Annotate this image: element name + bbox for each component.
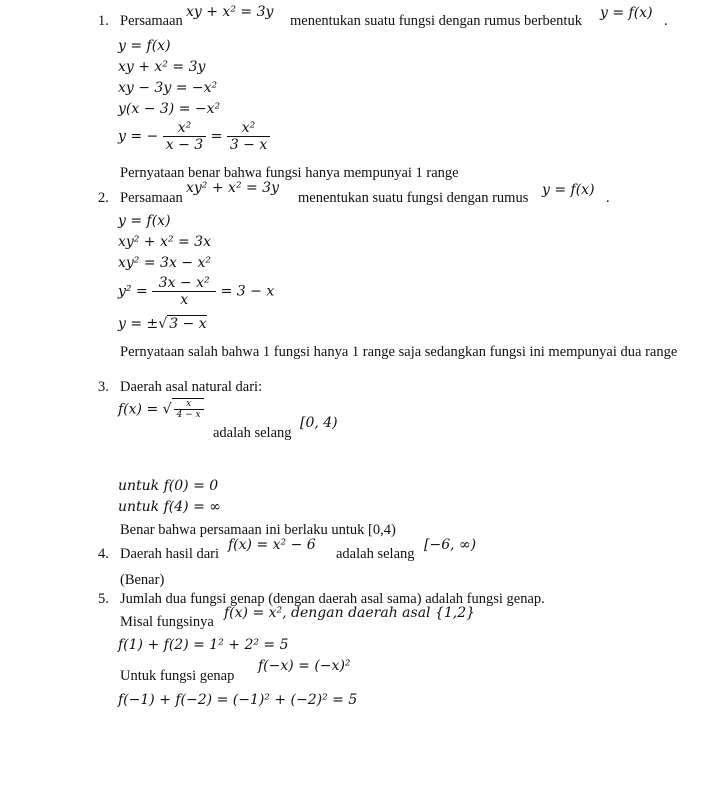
lhs: y = ± bbox=[118, 316, 159, 332]
item-lead: Jumlah dua fungsi genap (dengan daerah asal sama) adalah fungsi genap. bbox=[120, 591, 545, 607]
equation: f(x) = x², dengan daerah asal {1,2} bbox=[224, 605, 476, 621]
fraction bbox=[174, 399, 204, 420]
root-step bbox=[118, 316, 207, 332]
conclusion: (Benar) bbox=[120, 572, 165, 588]
step: y(x − 3) = −x² bbox=[118, 101, 221, 117]
equation: f(−x) = (−x)² bbox=[258, 658, 351, 674]
conclusion: Benar bahwa persamaan ini berlaku untuk [0,4) bbox=[120, 522, 396, 538]
step: y = f(x) bbox=[118, 38, 171, 54]
step: untuk f(4) = ∞ bbox=[118, 499, 221, 515]
fraction-step bbox=[118, 275, 274, 308]
denominator: 3 − x bbox=[229, 137, 268, 153]
item-lead: Daerah asal natural dari: bbox=[120, 379, 263, 395]
lhs: y² = bbox=[118, 283, 148, 300]
item-number: 3. bbox=[98, 379, 109, 395]
item-number: 5. bbox=[98, 591, 109, 607]
conclusion: Pernyataan salah bahwa 1 fungsi hanya 1 range saja sedangkan fungsi ini mempunyai dua range bbox=[120, 344, 678, 360]
numerator: x bbox=[174, 399, 204, 410]
step: xy − 3y = −x² bbox=[118, 80, 218, 96]
fraction bbox=[163, 120, 206, 153]
equation: xy + x² = 3y bbox=[186, 4, 274, 20]
interval: [−6, ∞) bbox=[424, 537, 477, 553]
step: y = f(x) bbox=[118, 213, 171, 229]
final-step bbox=[118, 120, 270, 153]
numerator: x² bbox=[163, 120, 206, 137]
equals: = bbox=[210, 128, 223, 145]
item-text: adalah selang bbox=[336, 546, 415, 562]
equation: y = f(x) bbox=[600, 5, 653, 21]
numerator: 3x − x² bbox=[152, 275, 216, 292]
rhs: = 3 − x bbox=[220, 283, 275, 300]
item-lead: Daerah hasil dari bbox=[120, 546, 220, 562]
fraction bbox=[227, 120, 270, 153]
item-text: adalah selang bbox=[213, 425, 292, 441]
equation: xy² + x² = 3y bbox=[186, 180, 280, 196]
equation: f(x) = x² − 6 bbox=[228, 537, 316, 553]
function-definition: f(x) = √ $\frac{x}{4 - x}$ bbox=[118, 398, 204, 420]
denominator: 4 − x bbox=[176, 410, 201, 420]
equation: y = f(x) bbox=[542, 182, 595, 198]
item-lead: Persamaan bbox=[120, 13, 183, 29]
item-number: 4. bbox=[98, 546, 109, 562]
denominator: x bbox=[180, 292, 189, 308]
item-lead: Persamaan bbox=[120, 190, 183, 206]
step: xy² = 3x − x² bbox=[118, 255, 211, 271]
step: f(−1) + f(−2) = (−1)² + (−2)² = 5 bbox=[118, 692, 358, 708]
period: . bbox=[606, 190, 610, 206]
lhs: f(x) = bbox=[118, 401, 159, 418]
step: untuk f(0) = 0 bbox=[118, 478, 219, 494]
step: xy + x² = 3y bbox=[118, 59, 206, 75]
item-number: 1. bbox=[98, 13, 109, 29]
lhs: y = − bbox=[118, 128, 159, 145]
fraction bbox=[152, 275, 216, 308]
denominator: x − 3 bbox=[165, 137, 204, 153]
item-number: 2. bbox=[98, 190, 109, 206]
item-text: Untuk fungsi genap bbox=[120, 668, 235, 684]
period: . bbox=[664, 13, 668, 29]
numerator: x² bbox=[227, 120, 270, 137]
step: xy² + x² = 3x bbox=[118, 234, 211, 250]
radical-sign: √ bbox=[158, 316, 168, 332]
item-text: menentukan suatu fungsi dengan rumus berbentuk bbox=[290, 13, 582, 29]
item-text: menentukan suatu fungsi dengan rumus bbox=[298, 190, 529, 206]
item-text: Misal fungsinya bbox=[120, 614, 214, 630]
step: f(1) + f(2) = 1² + 2² = 5 bbox=[118, 637, 289, 653]
radicand: 3 − x bbox=[169, 316, 207, 332]
interval: [0, 4) bbox=[300, 415, 338, 431]
conclusion: Pernyataan benar bahwa fungsi hanya mempunyai 1 range bbox=[120, 165, 459, 181]
